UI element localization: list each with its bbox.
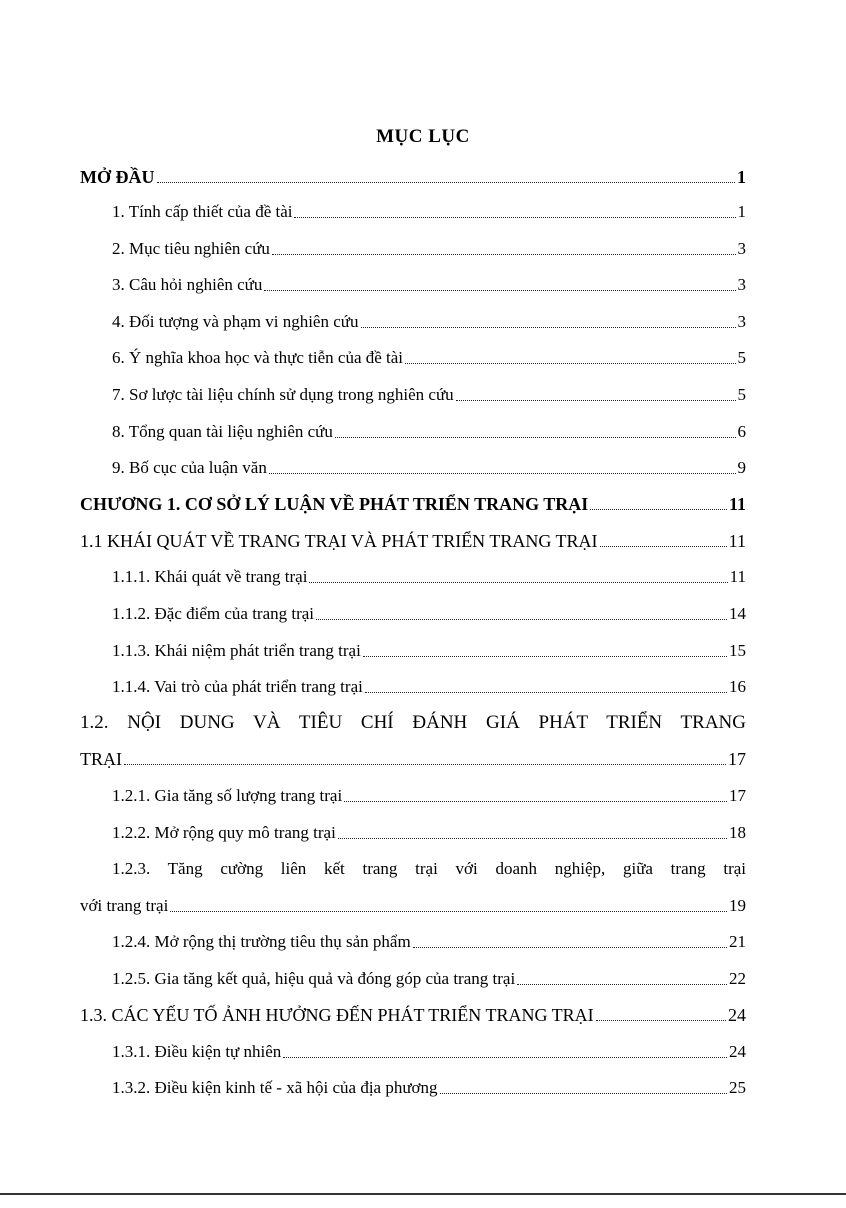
page-title: MỤC LỤC — [376, 126, 470, 147]
toc-page-number: 1 — [737, 167, 746, 187]
toc-chapter-entry — [80, 493, 746, 515]
toc-entry-text: TRẠI — [80, 749, 122, 769]
dot-leader — [124, 763, 726, 765]
dot-leader — [456, 399, 736, 401]
toc-entry — [112, 311, 746, 333]
dot-leader — [264, 289, 735, 291]
toc-page-number: 3 — [737, 275, 746, 294]
dot-leader — [365, 691, 727, 693]
toc-entry-text: 1.2.2. Mở rộng quy mô trang trại — [112, 823, 336, 842]
page-bottom-border — [0, 1193, 846, 1195]
toc-entry-text: 1.2.4. Mở rộng thị trường tiêu thụ sản phẩm — [112, 932, 411, 951]
toc-entry-text: 1.2.5. Gia tăng kết quả, hiệu quả và đóng góp của trang trại — [112, 969, 516, 988]
toc-entry — [80, 748, 746, 770]
dot-leader — [272, 253, 736, 255]
toc-entry-text: 4. Đối tượng và phạm vi nghiên cứu — [112, 312, 359, 331]
toc-page-number: 6 — [737, 422, 746, 441]
toc-entry — [112, 785, 746, 807]
toc-page-number: 22 — [729, 969, 746, 988]
toc-entry-text: 8. Tổng quan tài liệu nghiên cứu — [112, 422, 333, 441]
toc-entry-text: 1.1.1. Khái quát về trang trại — [112, 567, 308, 586]
toc-page-number: 3 — [737, 312, 746, 331]
toc-entry — [112, 1077, 746, 1099]
toc-entry — [112, 384, 746, 406]
toc-entry — [112, 603, 746, 625]
toc-page-number: 9 — [737, 458, 746, 477]
dot-leader — [170, 910, 727, 912]
toc-page-number: 19 — [729, 896, 746, 915]
dot-leader — [283, 1056, 727, 1058]
toc-page-number: 1 — [737, 202, 746, 221]
toc-entry — [112, 566, 746, 588]
toc-entry — [112, 347, 746, 369]
toc-page-number: 11 — [728, 494, 746, 514]
toc-section-entry — [80, 530, 746, 552]
toc-entry — [112, 931, 746, 953]
toc-page-number: 11 — [728, 531, 746, 551]
dot-leader — [363, 655, 727, 657]
dot-leader — [344, 800, 727, 802]
dot-leader — [316, 618, 727, 620]
dot-leader — [157, 181, 736, 183]
toc-entry — [112, 457, 746, 479]
toc-entry-text: 1.1.2. Đặc điểm của trang trại — [112, 604, 315, 623]
dot-leader — [338, 837, 727, 839]
toc-page-number: 11 — [729, 567, 746, 586]
toc-entry — [112, 421, 746, 443]
toc-entry — [112, 201, 746, 223]
toc-page-number: 18 — [729, 823, 746, 842]
toc-page-number: 24 — [728, 1005, 746, 1025]
toc-page-number: 15 — [729, 641, 746, 660]
toc-entry-text: với trang trại — [80, 896, 169, 915]
toc-entry-text: 1.3. CÁC YẾU TỐ ẢNH HƯỞNG ĐẾN PHÁT TRIỂN TRANG TRẠI — [80, 1005, 594, 1025]
toc-entry — [112, 676, 746, 698]
toc-entry-text: 3. Câu hỏi nghiên cứu — [112, 275, 263, 294]
toc-entry-line1: 1.2. NỘI DUNG VÀ TIÊU CHÍ ĐÁNH GIÁ PHÁT TRIỂN TRANG — [80, 712, 746, 733]
toc-entry — [112, 822, 746, 844]
toc-page-number: 24 — [729, 1042, 746, 1061]
dot-leader — [600, 545, 727, 547]
toc-entry — [112, 238, 746, 260]
toc-entry-text: 7. Sơ lược tài liệu chính sử dụng trong nghiên cứu — [112, 385, 454, 404]
toc-entry-text: CHƯƠNG 1. CƠ SỞ LÝ LUẬN VỀ PHÁT TRIỂN TRANG TRẠI — [80, 494, 589, 514]
toc-page-number: 5 — [737, 385, 746, 404]
dot-leader — [335, 436, 736, 438]
toc-entry-text: 1.3.2. Điều kiện kinh tế - xã hội của địa phương — [112, 1078, 438, 1097]
toc-page-number: 17 — [729, 786, 746, 805]
toc-entry — [112, 274, 746, 296]
toc-entry — [80, 166, 746, 188]
toc-page-number: 3 — [737, 239, 746, 258]
dot-leader — [405, 362, 735, 364]
toc-page-number: 25 — [729, 1078, 746, 1097]
toc-entry — [80, 895, 746, 917]
toc-page-number: 14 — [729, 604, 746, 623]
toc-entry — [112, 1041, 746, 1063]
toc-page-number: 17 — [728, 749, 746, 769]
toc-entry-text: 9. Bố cục của luận văn — [112, 458, 267, 477]
dot-leader — [269, 472, 736, 474]
toc-entry-text: 1.1.4. Vai trò của phát triển trang trại — [112, 677, 363, 696]
dot-leader — [517, 983, 727, 985]
toc-entry-text: 6. Ý nghĩa khoa học và thực tiễn của đề tài — [112, 348, 404, 367]
dot-leader — [440, 1092, 727, 1094]
dot-leader — [413, 946, 727, 948]
toc-entry — [112, 968, 746, 990]
dot-leader — [294, 216, 735, 218]
dot-leader — [361, 326, 736, 328]
toc-entry-text: MỞ ĐẦU — [80, 167, 155, 187]
toc-section-entry — [80, 1004, 746, 1026]
dot-leader — [596, 1019, 726, 1021]
toc-entry-text: 1.3.1. Điều kiện tự nhiên — [112, 1042, 282, 1061]
dot-leader — [309, 581, 727, 583]
toc-entry-text: 1.1.3. Khái niệm phát triển trang trại — [112, 641, 361, 660]
toc-page-number: 5 — [737, 348, 746, 367]
toc-entry-line1: 1.2.3. Tăng cường liên kết trang trại với doanh nghiệp, giữa trang trại — [112, 859, 746, 878]
toc-page-number: 16 — [729, 677, 746, 696]
toc-entry-text: 1.1 KHÁI QUÁT VỀ TRANG TRẠI VÀ PHÁT TRIỂN TRANG TRẠI — [80, 531, 598, 551]
toc-entry-text: 1.2.1. Gia tăng số lượng trang trại — [112, 786, 343, 805]
toc-entry — [112, 640, 746, 662]
dot-leader — [590, 508, 727, 510]
toc-page-number: 21 — [729, 932, 746, 951]
toc-entry-text: 1. Tính cấp thiết của đề tài — [112, 202, 293, 221]
toc-entry-text: 2. Mục tiêu nghiên cứu — [112, 239, 270, 258]
